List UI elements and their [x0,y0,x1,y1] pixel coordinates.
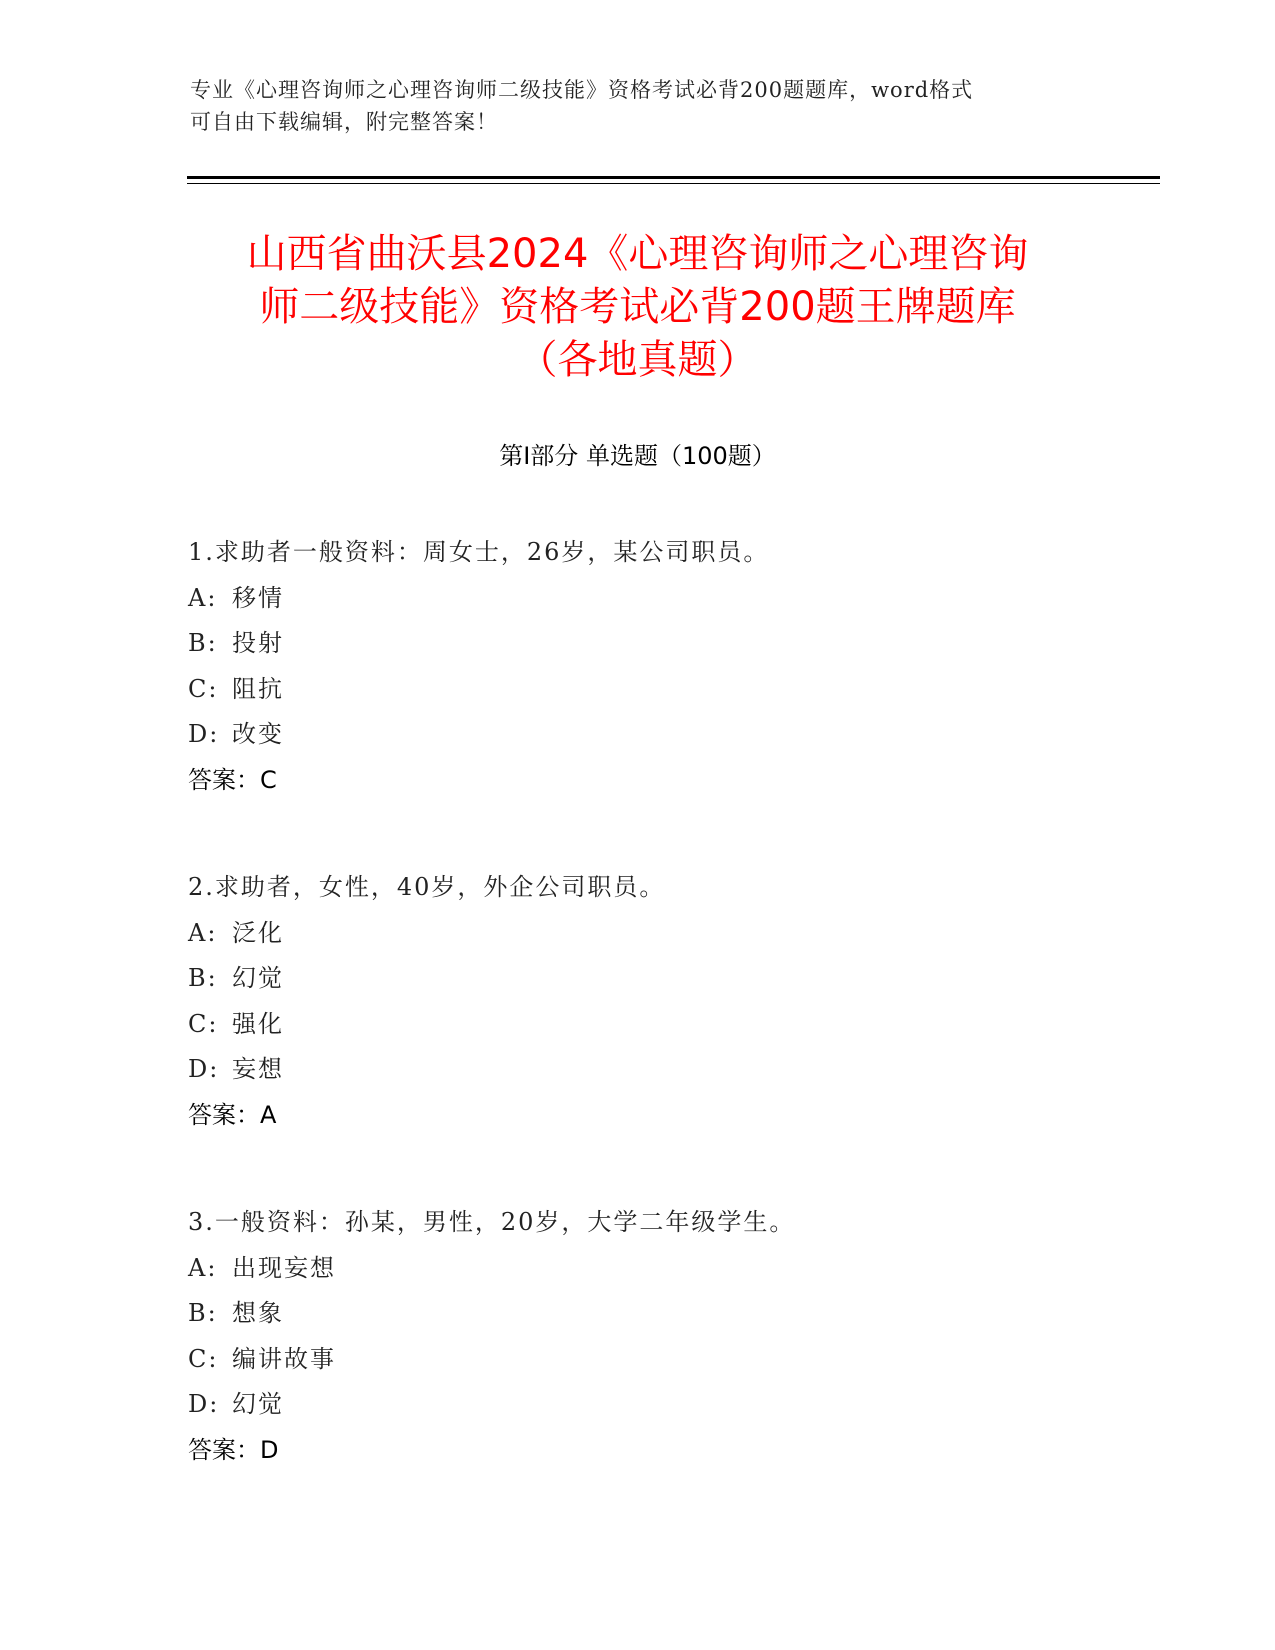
option-a [188,576,1138,622]
question-list [188,530,1138,1473]
option-text: 投射 [232,629,284,657]
answer-label: 答案： [188,1100,260,1129]
title-line-3: （各地真题） [517,337,758,383]
option-d [188,1047,1138,1093]
option-text: 移情 [232,583,284,612]
header-note-line-1: 专业《心理咨询师之心理咨询师二级技能》资格考试必背200题题库，word格式 [190,78,974,102]
question-2 [188,865,1138,1138]
option-d [188,1382,1138,1428]
option-letter: A: [188,918,218,947]
option-letter: C: [188,674,219,703]
question-stem: 2.求助者，女性，40岁，外企公司职员。 [188,873,666,901]
title-line-1: 山西省曲沃县2024《心理咨询师之心理咨询 [246,231,1029,277]
option-text: 幻觉 [232,1390,284,1418]
answer-value: D [260,1435,279,1464]
answer-label: 答案： [188,765,260,794]
section-title: 第I部分 单选题（100题） [499,442,776,470]
option-text: 幻觉 [232,964,284,992]
question-spacer [188,1138,1138,1200]
answer-line [188,758,1138,804]
question-1 [188,530,1138,803]
option-letter: B: [188,964,218,992]
option-d [188,712,1138,758]
option-b [188,1291,1138,1337]
answer-line [188,1428,1138,1474]
answer-value: C [260,765,277,794]
option-text: 出现妄想 [232,1253,336,1282]
option-letter: A: [188,583,218,612]
answer-label: 答案： [188,1435,260,1464]
question-spacer [188,803,1138,865]
option-c [188,667,1138,713]
option-letter: D: [188,1055,220,1083]
header-divider-thick [187,176,1160,179]
header-note-line-2: 可自由下载编辑，附完整答案！ [190,110,498,134]
option-text: 泛化 [232,918,284,947]
option-text: 编讲故事 [232,1344,336,1373]
option-letter: B: [188,629,218,657]
question-stem: 1.求助者一般资料：周女士，26岁，某公司职员。 [188,538,770,566]
option-letter: B: [188,1299,218,1327]
title-line-2: 师二级技能》资格考试必背200题王牌题库 [259,284,1016,330]
option-letter: D: [188,720,220,748]
option-b [188,956,1138,1002]
option-letter: A: [188,1253,218,1282]
header-divider-thin [187,183,1160,184]
question-stem: 3.一般资料：孙某，男性，20岁，大学二年级学生。 [188,1208,796,1236]
option-text: 妄想 [232,1055,284,1083]
option-text: 想象 [232,1299,284,1327]
question-3 [188,1200,1138,1473]
option-c [188,1337,1138,1383]
answer-line [188,1093,1138,1139]
option-letter: C: [188,1009,219,1038]
document-title [150,228,1125,387]
option-b [188,621,1138,667]
option-a [188,1246,1138,1292]
answer-value: A [260,1100,277,1129]
option-c [188,1002,1138,1048]
option-text: 改变 [232,720,284,748]
option-a [188,911,1138,957]
option-text: 强化 [232,1009,284,1038]
header-note [190,74,1090,138]
option-letter: D: [188,1390,220,1418]
option-text: 阻抗 [232,674,284,703]
option-letter: C: [188,1344,219,1373]
